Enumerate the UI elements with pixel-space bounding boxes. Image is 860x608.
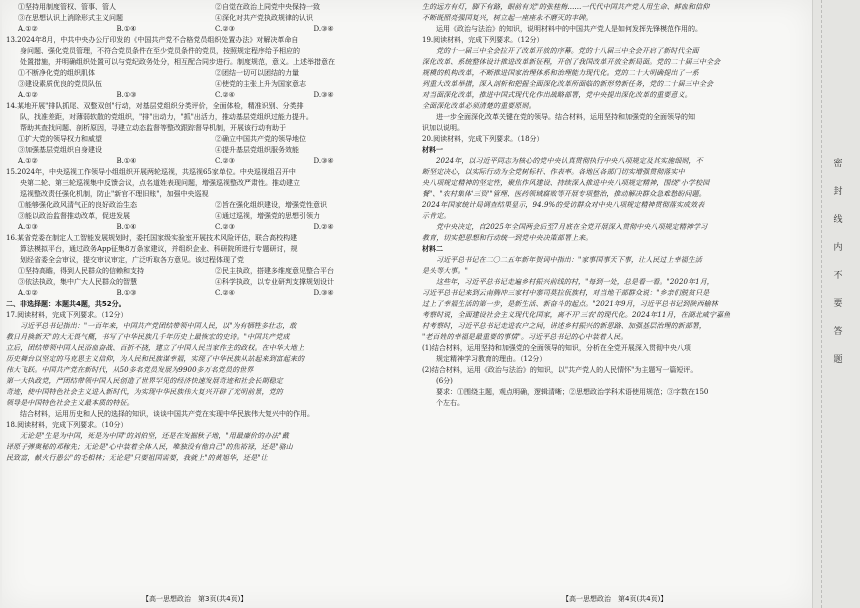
q17-material-2: 教日月换新天"的大无畏气概，书写了中华民族几千年历史上最恢宏的史诗。"中国共产党成 bbox=[6, 333, 290, 341]
m1-line-1: 2024年，以习近平同志为核心的党中央认真贯彻执行中央八项规定及其实施细则，不 bbox=[436, 157, 703, 165]
q14-option-1: ①扩大党的领导权力和威望 bbox=[18, 135, 102, 143]
q14-answer-b: B.①④ bbox=[116, 157, 137, 165]
m1-line-4: 餐"、"农村集体'三资'"管理、医药领域腐败等开展专项整治，推动解决群众急难愁盼问题。 bbox=[422, 190, 706, 198]
binding-margin bbox=[812, 0, 860, 608]
q12-answer-d: D.③④ bbox=[313, 25, 334, 33]
m2-line-8: "老百姓的幸福是最重要的事情"。习近平总书记的心中装着人民。 bbox=[422, 333, 628, 341]
q13-line-2: 身问题、强化党员管理，不符合党员条件在至少党员条件的党员，按照规定程序给予相应的 bbox=[20, 47, 300, 55]
q16-line-1: 16.某省党委在制定人工智能发展规划时，委托国家级实验室开展技术风险评估，联合高校构建 bbox=[6, 234, 298, 242]
q15-line-3: 巡视整改责任强化机制，防止"新官不理旧账"，加强中央巡视 bbox=[20, 190, 209, 198]
q18-material-2: 译原子弹奥秘的邓稼先；无论是"心中装着全体人民，唯独没有他自己"的焦裕禄，还是"骆山 bbox=[6, 443, 293, 451]
q15-line-2: 央第二轮、第三轮巡视集中反馈会议，点名道姓表现问题，增强巡视整改严肃性。推动建立 bbox=[20, 179, 300, 187]
seal-char-2: 封 bbox=[833, 187, 843, 197]
q20-sub2-line-2: (6分) bbox=[436, 377, 453, 385]
q20-requirement-1: 要求：①围绕主题，观点明确，逻辑清晰；②思想政治学科术语使用规范；③字数在150 bbox=[436, 388, 709, 396]
q15-answer-d: D.②④ bbox=[313, 223, 334, 231]
material-one-label: 材料一 bbox=[422, 146, 443, 154]
q13-answers bbox=[6, 90, 412, 101]
q19-task-1: 进一步全面深化改革关键在党的领导。结合材料，运用坚持和加强党的全面领导的知 bbox=[436, 113, 695, 121]
q17-task: 结合材料，运用历史和人民的选择的知识，谈谈中国共产党在实现中华民族伟大复兴中的作用。 bbox=[20, 410, 314, 418]
q18-material-5: 不断既照亮强国复兴，树立起一座座永不磨灭的丰碑。 bbox=[422, 14, 593, 22]
q13-options bbox=[6, 68, 412, 90]
q20-sub2-line-1: (2)结合材料，运用《政治与法治》的知识，以"共产党人的人民情怀"为主题写一篇短评。 bbox=[422, 366, 698, 374]
q20-requirement-2: 个左右。 bbox=[436, 399, 464, 407]
m1-line-6: 示肯定。 bbox=[422, 212, 451, 220]
q15-option-1: ①能够强化政风清气正的良好政治生态 bbox=[18, 201, 137, 209]
q15-line-1: 15.2024年，中央巡视工作领导小组组织开展两轮巡视，共巡视65家单位。中央巡视组召开中 bbox=[6, 168, 296, 176]
m2-line-5: 过上了幸福生活的第一步，是新生活、新奋斗的起点。"2021年9月，习近平总书记到陕西榆林 bbox=[422, 300, 718, 308]
q15-option-4: ④通过巡视，增强党的思想引领力 bbox=[215, 212, 320, 220]
seal-char-8: 题 bbox=[833, 355, 843, 365]
q12-answers bbox=[6, 24, 412, 35]
q16-line-2: 算法模拟平台，通过政务App征集8万条家建议，并组织企业、科研院所进行专题研讨，规 bbox=[20, 245, 298, 253]
q13-option-3: ③建设素质优良的党员队伍 bbox=[18, 80, 102, 88]
q16-answers bbox=[6, 288, 412, 299]
q19-material-2: 深化改革、系统整体设计推进改革新征程，开创了我国改革开放全新局面。党的二十届三中全会 bbox=[422, 58, 721, 66]
q15-answers bbox=[6, 222, 412, 233]
m1-line-2: 断坚定决心，以实际行动为全党树标杆、作表率。各地区各部门切实增强贯彻落实中 bbox=[422, 168, 685, 176]
q16-answer-c: C.②④ bbox=[215, 289, 235, 297]
q18-material-1: 无论是"生是为中国，死是为中国"的刘伯坚，还是在发掘秋子地，"用最廉价的办法"戴 bbox=[20, 432, 289, 440]
q20-sub1-line-2: 规定精神学习教育的理由。（12分） bbox=[436, 355, 547, 363]
q17-material-7: 奇迹，使中国特色社会主义进入新时代，为实现中华民族伟大复兴开辟了光明前景，党的 bbox=[6, 388, 283, 396]
m2-line-6: 考察时说，全面建设社会主义现代化国家，离不开'三农'的现代化。2024年11月，在湖北咸宁嘉鱼 bbox=[422, 311, 731, 319]
q17-material-6: 第一大执政党，严团结带领中国人民创造了世界罕见的经济快速发展奇迹和社会长期稳定 bbox=[6, 377, 283, 385]
seal-char-3: 线 bbox=[833, 215, 843, 225]
q15-option-2: ②旨在强化组织建设，增强党性意识 bbox=[215, 201, 327, 209]
q13-answer-b: B.①③ bbox=[116, 91, 137, 99]
m2-line-2: 是头等大事。" bbox=[422, 267, 468, 275]
q16-answer-b: B.①③ bbox=[116, 289, 137, 297]
m1-line-3: 央八项规定精神的坚定性，聚焦作风建设、持续深入推进中央八项规定精神，围绕"小学校园 bbox=[422, 179, 710, 187]
m2-line-4: 习近平总书记来到云南腾冲三家村中寨司莫拉佤族村，对当地干部群众说："乡亲们脱贫只是 bbox=[422, 289, 710, 297]
right-column bbox=[422, 2, 806, 409]
q19-material-4: 列重大改革举措，深入剖析和把握全面深化改革所面临的新形势新任务，党的二十届三中全会 bbox=[422, 80, 714, 88]
seal-char-6: 要 bbox=[833, 299, 843, 309]
left-column bbox=[6, 2, 412, 464]
seal-char-7: 答 bbox=[833, 327, 843, 337]
q14-answer-a: A.①② bbox=[18, 157, 38, 165]
q17-material-8: 领导是中国特色社会主义最本质的特征。 bbox=[6, 399, 134, 407]
q17-material-4: 历史舞台以坚定的马克思主义信仰，为人民和民族谋幸福，实现了中华民族从站起来到富起来的 bbox=[6, 355, 305, 363]
page-footer-left: 【高一思想政治 第3页(共4页)】 bbox=[142, 595, 248, 603]
q14-answer-c: C.②③ bbox=[215, 157, 235, 165]
seal-char-1: 密 bbox=[833, 159, 843, 169]
page-footer-right: 【高一思想政治 第4页(共4页)】 bbox=[562, 595, 668, 603]
q16-line-3: 划经省委全会审议，提交审议审定，广泛听取各方意见。该过程体现了党 bbox=[20, 256, 244, 264]
q20-heading: 20.阅读材料，完成下列要求。（18分） bbox=[422, 135, 544, 143]
q14-line-1: 14.某地开展"排队抓尾、双整双创"行动，对基层党组织分类评价，全面体检，精准识别、分类排 bbox=[6, 102, 304, 110]
seal-dashed-line bbox=[821, 0, 822, 608]
q13-option-2: ②团结一切可以团结的力量 bbox=[215, 69, 299, 77]
q12-option-4: ④深化对共产党执政规律的认识 bbox=[215, 14, 313, 22]
q13-option-1: ①不断净化党的组织肌体 bbox=[18, 69, 95, 77]
q12-answer-c: C.②③ bbox=[215, 25, 235, 33]
seal-char-4: 内 bbox=[833, 243, 843, 253]
seal-char-5: 不 bbox=[833, 271, 843, 281]
q19-material-3: 规模的机构改革，不断推进国家治理体系和治理能力现代化。党的二十大明确提出了一系 bbox=[422, 69, 699, 77]
q18-task: 运用《政治与法治》的知识，说明材料中的中国共产党人是如何发挥先锋模范作用的。 bbox=[436, 25, 702, 33]
q15-options bbox=[6, 200, 412, 222]
q18-material-4: 生的远方有灯，脚下有路，眼前有光"的张桂梅……一代代中国共产党人用生命、鲜血和信仰 bbox=[422, 3, 710, 11]
q19-material-1: 党的十一届三中全会拉开了改革开放的序幕。党的十八届三中全会开启了新时代全面 bbox=[436, 47, 699, 55]
q16-option-1: ①坚持高瞻，得到人民群众的信赖和支持 bbox=[18, 267, 144, 275]
q14-option-3: ③加强基层党组织自身建设 bbox=[18, 146, 102, 154]
q16-answer-a: A.①② bbox=[18, 289, 38, 297]
q12-answer-a: A.①② bbox=[18, 25, 38, 33]
q20-sub1-line-1: (1)结合材料，运用坚持和加强党的全面领导的知识，分析在全党开展深入贯彻中央八项 bbox=[422, 344, 691, 352]
material-two-label: 材料二 bbox=[422, 245, 443, 253]
seal-line-notice bbox=[831, 150, 845, 374]
m2-line-1: 习近平总书记在二〇二五年新年贺词中指出："家事国事天下事，让人民过上幸福生活 bbox=[436, 256, 703, 264]
q19-material-6: 全面深化改革必须清楚的重要原则。 bbox=[422, 102, 536, 110]
q13-line-1: 13.2024年8月，中共中央办公厅印发的《中国共产党不合格党员组织处置办法》对解决革命自 bbox=[6, 36, 299, 44]
m1-tail-1: 党中央决定，自2025年全国两会后至7月底在全党开展深入贯彻中央八项规定精神学习 bbox=[436, 223, 708, 231]
q17-material-5: 伟大飞跃。中国共产党在新时代，从50多名党员发展为9900多万名党员的世界 bbox=[6, 366, 254, 374]
q19-heading: 19.阅读材料，完成下列要求。（12分） bbox=[422, 36, 544, 44]
q13-line-3: 处置措施，并明确组织处置可以与党纪政务处分，相互配合同步进行。制度规范，意义。上述举措意在 bbox=[20, 58, 335, 66]
q12-option-1: ①坚持用制度管权、管事、管人 bbox=[18, 3, 116, 11]
q12-option-2: ②自觉在政治上同党中央保持一致 bbox=[215, 3, 320, 11]
exam-sheet bbox=[2, 0, 812, 608]
q14-line-2: 队，找准差距，对薄弱软散的党组织，"排"出动力，"抓"出活力，推动基层党组织过能力提升。 bbox=[20, 113, 313, 121]
q19-task-2: 识加以说明。 bbox=[422, 124, 464, 132]
q17-heading: 17.阅读材料，完成下列要求。（12分） bbox=[6, 311, 128, 319]
q14-options bbox=[6, 134, 412, 156]
q13-answer-c: C.②④ bbox=[215, 91, 235, 99]
q15-answer-c: C.②③ bbox=[215, 223, 235, 231]
q14-answers bbox=[6, 156, 412, 167]
q17-material-3: 立后，团结带领中国人民浴血奋战、百折不挠，建立了中国人民当家作主的政权。在中华大地上 bbox=[6, 344, 305, 352]
m1-tail-2: 教育，切实把思想和行动统一到党中央决策部署上来。 bbox=[422, 234, 593, 242]
q13-option-4: ④使党的主张上升为国家意志 bbox=[215, 80, 306, 88]
q15-answer-b: B.①④ bbox=[116, 223, 137, 231]
q16-answer-d: D.③④ bbox=[313, 289, 334, 297]
q13-answer-a: A.①② bbox=[18, 91, 38, 99]
q16-option-3: ③依法执政，集中广大人民群众的智慧 bbox=[18, 278, 137, 286]
q12-answer-b: B.①④ bbox=[116, 25, 137, 33]
q16-option-4: ④科学执政，以专业研判支撑规划设计 bbox=[215, 278, 334, 286]
q17-material-1: 习近平总书记指出："一百年来，中国共产党团结带领中国人民，以"为有牺牲多壮志，敢 bbox=[20, 322, 297, 330]
q16-options bbox=[6, 266, 412, 288]
q15-option-3: ③能以政治监督推动改革，促进发展 bbox=[18, 212, 130, 220]
q12-option-3: ③在思想认识上消除形式主义问题 bbox=[18, 14, 123, 22]
q14-option-4: ④提升基层党组织服务效能 bbox=[215, 146, 299, 154]
m1-line-5: 2024年国家统计局调查结果显示，94.9%的受访群众对中央八项规定精神贯彻落实成效表 bbox=[422, 201, 705, 209]
q19-material-5: 对当面深化改革，推进中国式现代化作出战略部署，党中央提出深化改革的重要意义。 bbox=[422, 91, 692, 99]
m2-line-7: 村考察时，习近平总书记走进农户之间，讲述乡村振兴的新思路、加强基层治理的新部署， bbox=[422, 322, 706, 330]
q14-answer-d: D.③④ bbox=[313, 157, 334, 165]
q12-options bbox=[6, 2, 412, 24]
q18-heading: 18.阅读材料，完成下列要求。（10分） bbox=[6, 421, 128, 429]
part-two-heading: 二、非选择题：本题共4题，共52分。 bbox=[6, 300, 126, 308]
q16-option-2: ②民主执政，搭建多维度意见整合平台 bbox=[215, 267, 334, 275]
m2-line-3: 这些年，习近平总书记走遍乡村振兴前线的村，"每到一处，总是看一看。"2020年1月， bbox=[436, 278, 714, 286]
q18-material-3: 民致富，献火行愚公"的毛相林；无论是"只要祖国需要，我就上"的黄旭华，还是"让 bbox=[6, 454, 268, 462]
q14-line-3: 帮助其查找问题、剖析原因，寻建立动态监督等整改跟踪督导机制，开展该行动有助于 bbox=[20, 124, 286, 132]
q13-answer-d: D.③④ bbox=[313, 91, 334, 99]
q15-answer-a: A.①③ bbox=[18, 223, 38, 231]
q14-option-2: ②确立中国共产党的领导地位 bbox=[215, 135, 306, 143]
